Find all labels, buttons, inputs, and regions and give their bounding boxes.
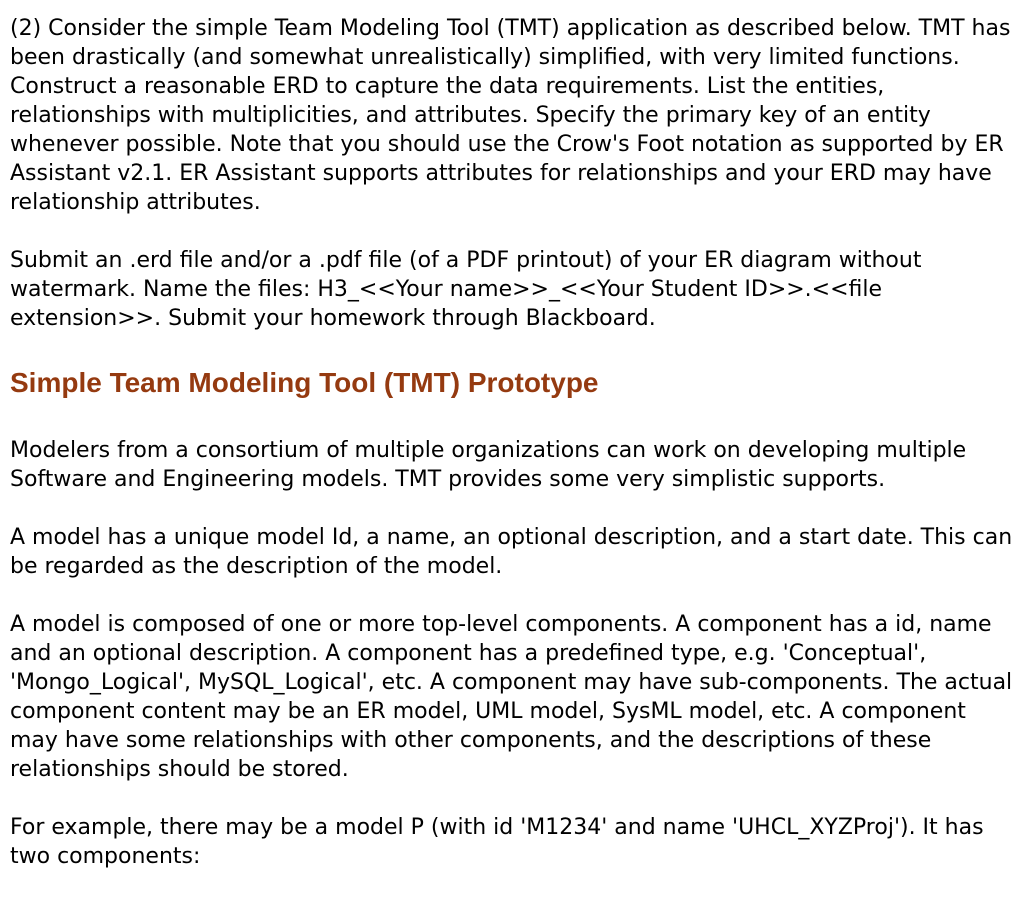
document-body	[10, 14, 1020, 900]
component-paragraph: A model is composed of one or more top-level components. A component has a id, name and an optional description. A component has a predefined type, e.g. 'Conceptual', 'Mongo_Logical', MySQL_Logical', etc. A component may have sub-components. The actual component content may be an ER model, UML model, SysML model, etc. A component may have some relationships with other components, and the descriptions of these relationships should be stored.	[10, 612, 1013, 782]
intro-paragraph: Modelers from a consortium of multiple organizations can work on developing multiple Software and Engineering models. TMT provides some very simplistic supports.	[10, 438, 967, 492]
section-heading: Simple Team Modeling Tool (TMT) Prototype	[10, 367, 599, 398]
example-paragraph: For example, there may be a model P (with id 'M1234' and name 'UHCL_XYZProj'). It has two components:	[10, 815, 984, 869]
question-paragraph: (2) Consider the simple Team Modeling Tool (TMT) application as described below. TMT has been drastically (and somewhat unrealistically) simplified, with very limited functions. Construct a reasonable ERD to capture the data requirements. List the entities, relationships with multiplicities, and attributes. Specify the primary key of an entity whenever possible. Note that you should use the Crow's Foot notation as supported by ER Assistant v2.1. ER Assistant supports attributes for relationships and your ERD may have relationship attributes.	[10, 16, 1011, 215]
model-paragraph: A model has a unique model Id, a name, an optional description, and a start date. This can be regarded as the description of the model.	[10, 525, 1013, 579]
submission-paragraph: Submit an .erd file and/or a .pdf file (of a PDF printout) of your ER diagram without watermark. Name the files: H3_<<Your name>>_<<Your Student ID>>.<<file extension>>. Submit your homework through Blackboard.	[10, 248, 922, 331]
